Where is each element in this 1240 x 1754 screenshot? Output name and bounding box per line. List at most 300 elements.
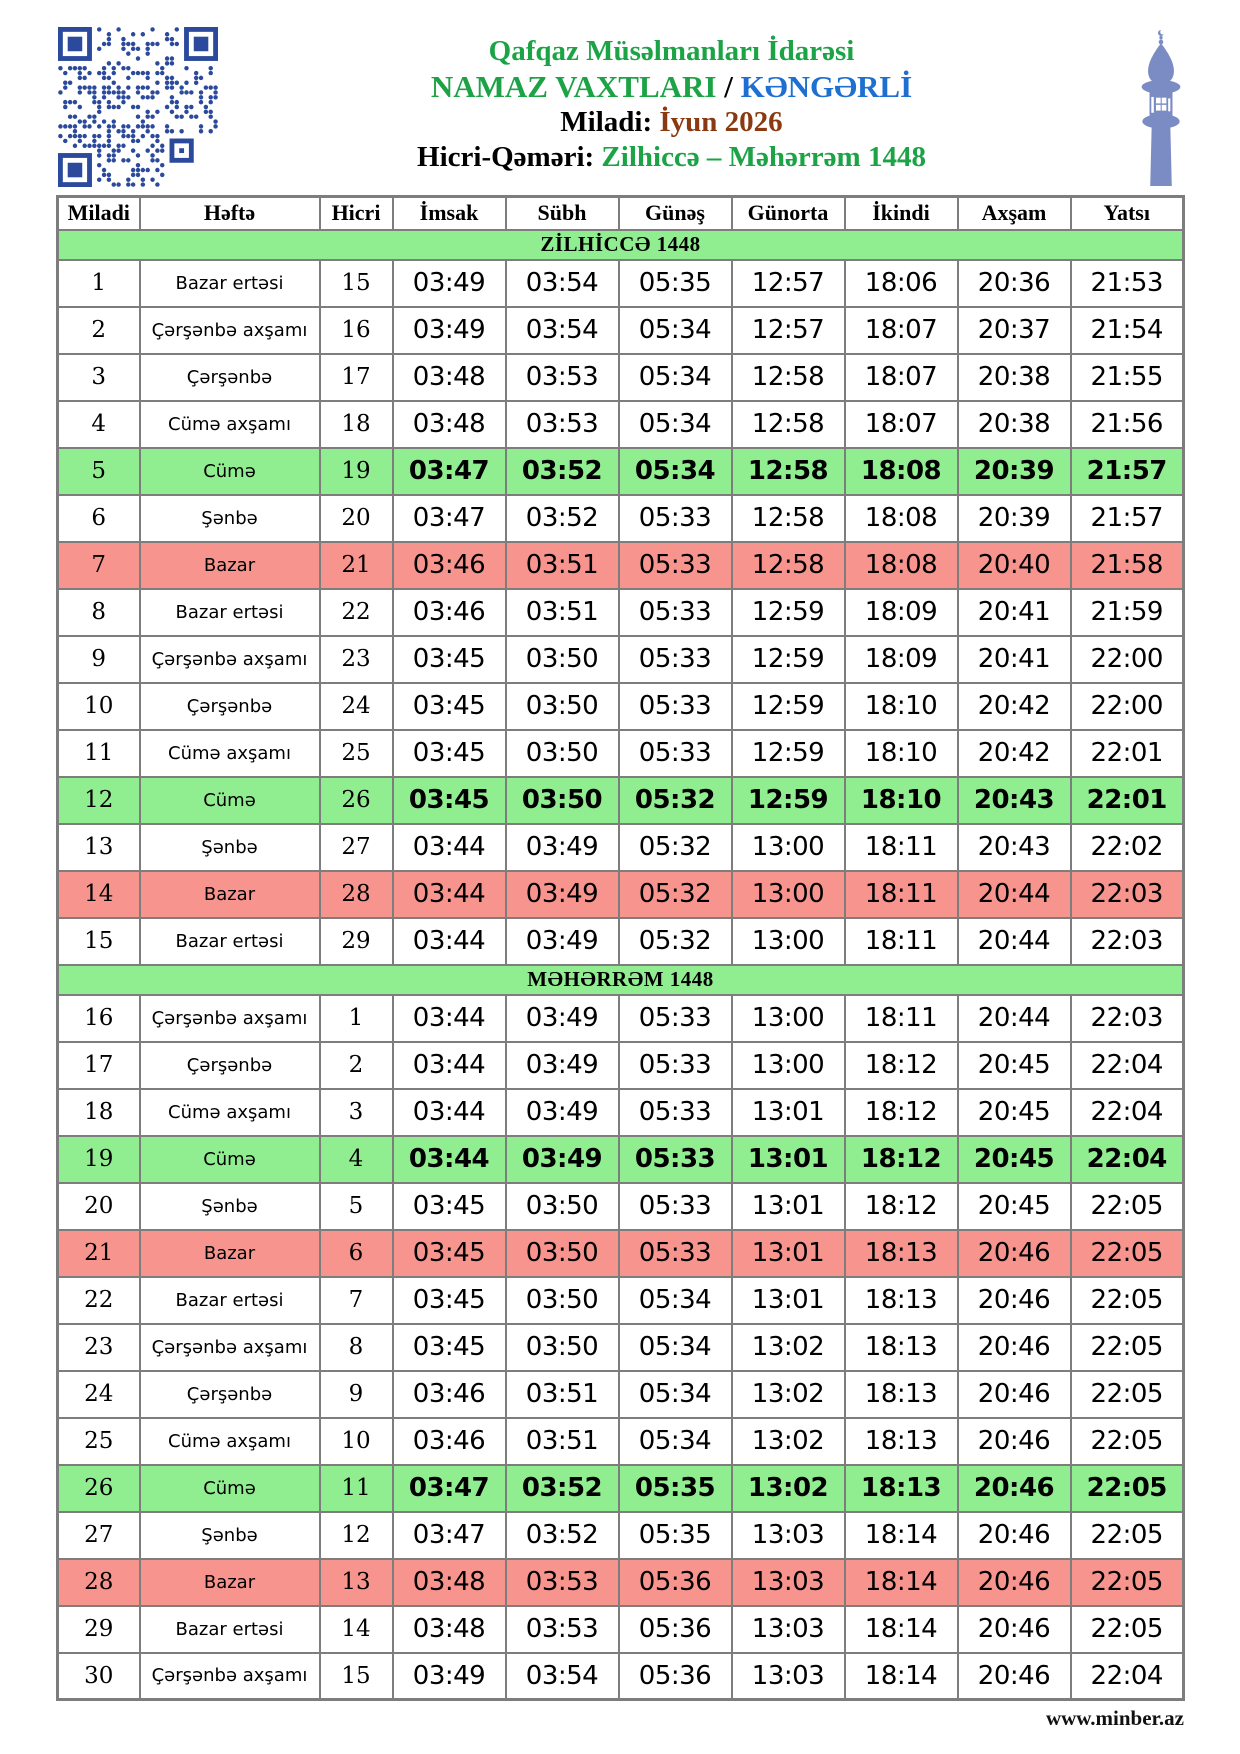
cell-gunes: 05:33	[619, 589, 732, 636]
cell-ikindi: 18:14	[845, 1606, 958, 1653]
cell-subh: 03:53	[506, 1559, 619, 1606]
cell-gunorta: 13:02	[732, 1371, 845, 1418]
cell-miladi: 3	[58, 354, 140, 401]
table-row	[58, 1559, 1184, 1606]
cell-gunorta: 12:59	[732, 589, 845, 636]
cell-gunorta: 13:00	[732, 918, 845, 965]
cell-yatsi: 22:05	[1071, 1465, 1184, 1512]
cell-hicri: 19	[320, 448, 393, 495]
cell-imsak: 03:44	[393, 1089, 506, 1136]
cell-hicri: 13	[320, 1559, 393, 1606]
cell-subh: 03:50	[506, 683, 619, 730]
cell-ikindi: 18:10	[845, 777, 958, 824]
cell-gunes: 05:32	[619, 777, 732, 824]
cell-axsam: 20:46	[958, 1606, 1071, 1653]
cell-yatsi: 21:55	[1071, 354, 1184, 401]
cell-gunes: 05:34	[619, 1371, 732, 1418]
cell-miladi: 12	[58, 777, 140, 824]
cell-gunes: 05:32	[619, 918, 732, 965]
cell-hefte: Şənbə	[140, 495, 320, 542]
cell-gunorta: 13:01	[732, 1230, 845, 1277]
cell-hefte: Bazar ertəsi	[140, 1606, 320, 1653]
cell-miladi: 26	[58, 1465, 140, 1512]
cell-axsam: 20:45	[958, 1089, 1071, 1136]
cell-hefte: Çərşənbə	[140, 1042, 320, 1089]
cell-miladi: 2	[58, 307, 140, 354]
cell-gunes: 05:33	[619, 730, 732, 777]
cell-axsam: 20:45	[958, 1183, 1071, 1230]
cell-gunes: 05:36	[619, 1653, 732, 1700]
cell-imsak: 03:44	[393, 824, 506, 871]
cell-ikindi: 18:09	[845, 589, 958, 636]
table-row	[58, 871, 1184, 918]
cell-ikindi: 18:08	[845, 495, 958, 542]
cell-axsam: 20:43	[958, 777, 1071, 824]
cell-axsam: 20:40	[958, 542, 1071, 589]
cell-hicri: 29	[320, 918, 393, 965]
cell-imsak: 03:49	[393, 1653, 506, 1700]
cell-imsak: 03:46	[393, 1418, 506, 1465]
cell-hefte: Çərşənbə axşamı	[140, 995, 320, 1042]
cell-axsam: 20:46	[958, 1230, 1071, 1277]
miladi-label: Miladi:	[560, 106, 660, 138]
table-header-row	[58, 197, 1184, 230]
cell-hicri: 8	[320, 1324, 393, 1371]
cell-subh: 03:50	[506, 636, 619, 683]
cell-miladi: 4	[58, 401, 140, 448]
cell-imsak: 03:45	[393, 730, 506, 777]
miladi-value: İyun 2026	[659, 106, 783, 138]
cell-hicri: 16	[320, 307, 393, 354]
cell-gunes: 05:35	[619, 1465, 732, 1512]
cell-gunes: 05:36	[619, 1559, 732, 1606]
cell-gunes: 05:33	[619, 995, 732, 1042]
cell-miladi: 28	[58, 1559, 140, 1606]
region-name: KƏNGƏRLİ	[740, 69, 913, 104]
website-url: www.minber.az	[1045, 1706, 1184, 1730]
cell-gunes: 05:34	[619, 1418, 732, 1465]
cell-subh: 03:50	[506, 1324, 619, 1371]
cell-subh: 03:50	[506, 730, 619, 777]
cell-subh: 03:50	[506, 1183, 619, 1230]
cell-hicri: 5	[320, 1183, 393, 1230]
cell-axsam: 20:46	[958, 1465, 1071, 1512]
cell-imsak: 03:44	[393, 871, 506, 918]
cell-ikindi: 18:12	[845, 1136, 958, 1183]
cell-gunorta: 13:03	[732, 1606, 845, 1653]
cell-miladi: 6	[58, 495, 140, 542]
cell-subh: 03:49	[506, 918, 619, 965]
cell-subh: 03:53	[506, 354, 619, 401]
cell-hicri: 10	[320, 1418, 393, 1465]
col-header-axsam: Axşam	[958, 197, 1071, 230]
cell-hicri: 26	[320, 777, 393, 824]
hicri-label: Hicri-Qəməri:	[417, 141, 602, 173]
cell-hicri: 3	[320, 1089, 393, 1136]
cell-axsam: 20:37	[958, 307, 1071, 354]
cell-hicri: 28	[320, 871, 393, 918]
cell-subh: 03:51	[506, 1371, 619, 1418]
cell-axsam: 20:41	[958, 636, 1071, 683]
cell-gunes: 05:32	[619, 824, 732, 871]
cell-gunorta: 13:02	[732, 1465, 845, 1512]
cell-subh: 03:52	[506, 448, 619, 495]
table-row	[58, 1136, 1184, 1183]
cell-subh: 03:50	[506, 1277, 619, 1324]
cell-gunorta: 13:03	[732, 1653, 845, 1700]
cell-gunorta: 12:57	[732, 260, 845, 307]
cell-miladi: 18	[58, 1089, 140, 1136]
cell-ikindi: 18:14	[845, 1559, 958, 1606]
cell-subh: 03:53	[506, 401, 619, 448]
cell-yatsi: 21:58	[1071, 542, 1184, 589]
cell-ikindi: 18:07	[845, 401, 958, 448]
cell-ikindi: 18:12	[845, 1089, 958, 1136]
cell-hicri: 12	[320, 1512, 393, 1559]
qr-code-icon	[58, 27, 218, 187]
cell-imsak: 03:46	[393, 1371, 506, 1418]
cell-axsam: 20:36	[958, 260, 1071, 307]
cell-axsam: 20:41	[958, 589, 1071, 636]
cell-yatsi: 22:02	[1071, 824, 1184, 871]
cell-imsak: 03:49	[393, 307, 506, 354]
cell-axsam: 20:46	[958, 1653, 1071, 1700]
cell-imsak: 03:45	[393, 1183, 506, 1230]
cell-axsam: 20:46	[958, 1418, 1071, 1465]
cell-hefte: Şənbə	[140, 1183, 320, 1230]
cell-gunes: 05:33	[619, 1089, 732, 1136]
cell-hefte: Cümə	[140, 448, 320, 495]
col-header-hefte: Həftə	[140, 197, 320, 230]
cell-axsam: 20:42	[958, 683, 1071, 730]
cell-imsak: 03:45	[393, 636, 506, 683]
cell-axsam: 20:46	[958, 1324, 1071, 1371]
cell-hefte: Bazar ertəsi	[140, 1277, 320, 1324]
cell-gunorta: 13:00	[732, 995, 845, 1042]
table-row	[58, 1606, 1184, 1653]
cell-imsak: 03:45	[393, 777, 506, 824]
cell-subh: 03:52	[506, 1465, 619, 1512]
cell-ikindi: 18:11	[845, 824, 958, 871]
cell-yatsi: 22:00	[1071, 636, 1184, 683]
cell-axsam: 20:45	[958, 1042, 1071, 1089]
table-row	[58, 683, 1184, 730]
cell-hefte: Şənbə	[140, 1512, 320, 1559]
cell-yatsi: 21:56	[1071, 401, 1184, 448]
cell-gunorta: 12:58	[732, 354, 845, 401]
cell-ikindi: 18:06	[845, 260, 958, 307]
cell-imsak: 03:47	[393, 495, 506, 542]
cell-hefte: Cümə	[140, 777, 320, 824]
cell-axsam: 20:46	[958, 1512, 1071, 1559]
cell-hefte: Cümə axşamı	[140, 401, 320, 448]
cell-yatsi: 22:01	[1071, 730, 1184, 777]
cell-miladi: 22	[58, 1277, 140, 1324]
cell-yatsi: 22:05	[1071, 1418, 1184, 1465]
cell-hicri: 25	[320, 730, 393, 777]
cell-axsam: 20:44	[958, 995, 1071, 1042]
cell-miladi: 10	[58, 683, 140, 730]
cell-imsak: 03:45	[393, 1277, 506, 1324]
col-header-hicri: Hicri	[320, 197, 393, 230]
cell-gunorta: 12:59	[732, 730, 845, 777]
table-row	[58, 1512, 1184, 1559]
table-row	[58, 730, 1184, 777]
cell-ikindi: 18:08	[845, 542, 958, 589]
cell-hefte: Bazar	[140, 1230, 320, 1277]
cell-hefte: Çərşənbə	[140, 683, 320, 730]
title-main: NAMAZ VAXTLARI	[430, 69, 717, 104]
table-row	[58, 1042, 1184, 1089]
col-header-miladi: Miladi	[58, 197, 140, 230]
cell-imsak: 03:47	[393, 1465, 506, 1512]
cell-subh: 03:49	[506, 1136, 619, 1183]
cell-subh: 03:54	[506, 1653, 619, 1700]
cell-imsak: 03:45	[393, 1230, 506, 1277]
cell-imsak: 03:46	[393, 542, 506, 589]
cell-gunes: 05:34	[619, 1324, 732, 1371]
cell-hicri: 1	[320, 995, 393, 1042]
cell-axsam: 20:38	[958, 401, 1071, 448]
cell-imsak: 03:48	[393, 354, 506, 401]
cell-yatsi: 22:04	[1071, 1653, 1184, 1700]
cell-miladi: 24	[58, 1371, 140, 1418]
cell-hicri: 20	[320, 495, 393, 542]
cell-gunorta: 13:01	[732, 1183, 845, 1230]
cell-gunorta: 12:58	[732, 401, 845, 448]
cell-gunes: 05:36	[619, 1606, 732, 1653]
cell-yatsi: 22:03	[1071, 995, 1184, 1042]
cell-hicri: 15	[320, 260, 393, 307]
prayer-times-table	[56, 195, 1185, 1701]
table-row	[58, 1653, 1184, 1700]
cell-miladi: 29	[58, 1606, 140, 1653]
cell-ikindi: 18:10	[845, 730, 958, 777]
cell-hicri: 9	[320, 1371, 393, 1418]
cell-miladi: 30	[58, 1653, 140, 1700]
cell-yatsi: 22:05	[1071, 1371, 1184, 1418]
cell-gunorta: 12:58	[732, 448, 845, 495]
cell-miladi: 19	[58, 1136, 140, 1183]
page-header	[55, 20, 1188, 190]
cell-gunorta: 12:58	[732, 495, 845, 542]
cell-ikindi: 18:07	[845, 354, 958, 401]
table-row	[58, 1465, 1184, 1512]
cell-gunes: 05:34	[619, 1277, 732, 1324]
section-header-row	[58, 965, 1184, 995]
cell-yatsi: 22:01	[1071, 777, 1184, 824]
cell-imsak: 03:48	[393, 1606, 506, 1653]
cell-imsak: 03:49	[393, 260, 506, 307]
table-row	[58, 824, 1184, 871]
cell-gunes: 05:34	[619, 307, 732, 354]
cell-axsam: 20:45	[958, 1136, 1071, 1183]
table-row	[58, 1089, 1184, 1136]
cell-imsak: 03:47	[393, 1512, 506, 1559]
table-row	[58, 995, 1184, 1042]
cell-ikindi: 18:11	[845, 871, 958, 918]
col-header-subh: Sübh	[506, 197, 619, 230]
cell-hicri: 15	[320, 1653, 393, 1700]
cell-gunorta: 13:03	[732, 1559, 845, 1606]
cell-hicri: 4	[320, 1136, 393, 1183]
cell-gunorta: 13:01	[732, 1136, 845, 1183]
cell-axsam: 20:42	[958, 730, 1071, 777]
cell-imsak: 03:48	[393, 401, 506, 448]
cell-miladi: 25	[58, 1418, 140, 1465]
table-row	[58, 1230, 1184, 1277]
cell-hefte: Bazar ertəsi	[140, 918, 320, 965]
cell-ikindi: 18:12	[845, 1183, 958, 1230]
col-header-gunorta: Günorta	[732, 197, 845, 230]
cell-axsam: 20:46	[958, 1371, 1071, 1418]
table-row	[58, 495, 1184, 542]
cell-miladi: 13	[58, 824, 140, 871]
cell-yatsi: 22:04	[1071, 1136, 1184, 1183]
cell-imsak: 03:46	[393, 589, 506, 636]
cell-subh: 03:50	[506, 777, 619, 824]
cell-miladi: 7	[58, 542, 140, 589]
cell-miladi: 20	[58, 1183, 140, 1230]
cell-gunes: 05:35	[619, 1512, 732, 1559]
cell-subh: 03:51	[506, 589, 619, 636]
cell-gunes: 05:34	[619, 354, 732, 401]
cell-ikindi: 18:13	[845, 1371, 958, 1418]
cell-yatsi: 22:03	[1071, 918, 1184, 965]
cell-subh: 03:49	[506, 871, 619, 918]
cell-ikindi: 18:13	[845, 1230, 958, 1277]
cell-hicri: 27	[320, 824, 393, 871]
table-row	[58, 636, 1184, 683]
cell-hicri: 21	[320, 542, 393, 589]
cell-miladi: 14	[58, 871, 140, 918]
cell-miladi: 23	[58, 1324, 140, 1371]
cell-miladi: 16	[58, 995, 140, 1042]
cell-hicri: 17	[320, 354, 393, 401]
cell-hefte: Çərşənbə axşamı	[140, 636, 320, 683]
cell-imsak: 03:44	[393, 1042, 506, 1089]
cell-subh: 03:54	[506, 307, 619, 354]
cell-gunorta: 13:03	[732, 1512, 845, 1559]
cell-ikindi: 18:14	[845, 1653, 958, 1700]
cell-ikindi: 18:09	[845, 636, 958, 683]
cell-yatsi: 22:05	[1071, 1277, 1184, 1324]
cell-imsak: 03:44	[393, 1136, 506, 1183]
cell-hefte: Cümə axşamı	[140, 730, 320, 777]
table-row	[58, 1324, 1184, 1371]
cell-hefte: Cümə	[140, 1136, 320, 1183]
cell-hicri: 6	[320, 1230, 393, 1277]
cell-miladi: 15	[58, 918, 140, 965]
cell-yatsi: 21:53	[1071, 260, 1184, 307]
table-row	[58, 307, 1184, 354]
cell-ikindi: 18:13	[845, 1324, 958, 1371]
cell-ikindi: 18:08	[845, 448, 958, 495]
table-row	[58, 1371, 1184, 1418]
cell-yatsi: 22:05	[1071, 1512, 1184, 1559]
cell-gunes: 05:33	[619, 1230, 732, 1277]
cell-imsak: 03:45	[393, 683, 506, 730]
cell-yatsi: 22:03	[1071, 871, 1184, 918]
cell-subh: 03:52	[506, 1512, 619, 1559]
cell-subh: 03:54	[506, 260, 619, 307]
cell-subh: 03:49	[506, 1042, 619, 1089]
cell-hicri: 24	[320, 683, 393, 730]
cell-hicri: 18	[320, 401, 393, 448]
table-row	[58, 448, 1184, 495]
title-separator: /	[716, 69, 741, 104]
table-row	[58, 777, 1184, 824]
cell-hefte: Bazar ertəsi	[140, 260, 320, 307]
cell-subh: 03:52	[506, 495, 619, 542]
cell-yatsi: 22:04	[1071, 1042, 1184, 1089]
section-title: MƏHƏRRƏM 1448	[58, 965, 1184, 995]
title-block	[245, 34, 1098, 175]
cell-ikindi: 18:14	[845, 1512, 958, 1559]
cell-miladi: 11	[58, 730, 140, 777]
table-row	[58, 918, 1184, 965]
table-row	[58, 589, 1184, 636]
cell-subh: 03:50	[506, 1230, 619, 1277]
cell-gunes: 05:33	[619, 1136, 732, 1183]
hicri-value: Zilhiccə – Məhərrəm 1448	[601, 141, 926, 173]
cell-gunorta: 12:58	[732, 542, 845, 589]
cell-yatsi: 21:57	[1071, 495, 1184, 542]
cell-miladi: 21	[58, 1230, 140, 1277]
cell-yatsi: 22:05	[1071, 1559, 1184, 1606]
table-row	[58, 260, 1184, 307]
table-row	[58, 401, 1184, 448]
cell-axsam: 20:38	[958, 354, 1071, 401]
cell-subh: 03:49	[506, 824, 619, 871]
page-title	[245, 68, 1098, 105]
cell-yatsi: 22:05	[1071, 1324, 1184, 1371]
hijri-month-line	[245, 140, 1098, 175]
cell-gunorta: 12:59	[732, 683, 845, 730]
cell-gunes: 05:33	[619, 636, 732, 683]
table-row	[58, 1418, 1184, 1465]
cell-axsam: 20:39	[958, 495, 1071, 542]
cell-yatsi: 22:05	[1071, 1606, 1184, 1653]
cell-yatsi: 22:00	[1071, 683, 1184, 730]
cell-imsak: 03:44	[393, 918, 506, 965]
cell-imsak: 03:45	[393, 1324, 506, 1371]
cell-hefte: Bazar	[140, 871, 320, 918]
cell-ikindi: 18:07	[845, 307, 958, 354]
cell-miladi: 9	[58, 636, 140, 683]
cell-ikindi: 18:13	[845, 1277, 958, 1324]
cell-hefte: Çərşənbə axşamı	[140, 1653, 320, 1700]
cell-miladi: 1	[58, 260, 140, 307]
cell-gunorta: 13:00	[732, 1042, 845, 1089]
cell-gunorta: 13:02	[732, 1324, 845, 1371]
cell-ikindi: 18:12	[845, 1042, 958, 1089]
cell-gunorta: 12:59	[732, 636, 845, 683]
cell-gunorta: 13:02	[732, 1418, 845, 1465]
section-header-row	[58, 230, 1184, 260]
cell-miladi: 17	[58, 1042, 140, 1089]
cell-subh: 03:49	[506, 1089, 619, 1136]
cell-gunes: 05:33	[619, 683, 732, 730]
cell-gunorta: 12:57	[732, 307, 845, 354]
table-row	[58, 354, 1184, 401]
cell-gunes: 05:34	[619, 401, 732, 448]
col-header-imsak: İmsak	[393, 197, 506, 230]
cell-subh: 03:51	[506, 542, 619, 589]
cell-hefte: Cümə axşamı	[140, 1418, 320, 1465]
cell-yatsi: 22:04	[1071, 1089, 1184, 1136]
cell-imsak: 03:44	[393, 995, 506, 1042]
